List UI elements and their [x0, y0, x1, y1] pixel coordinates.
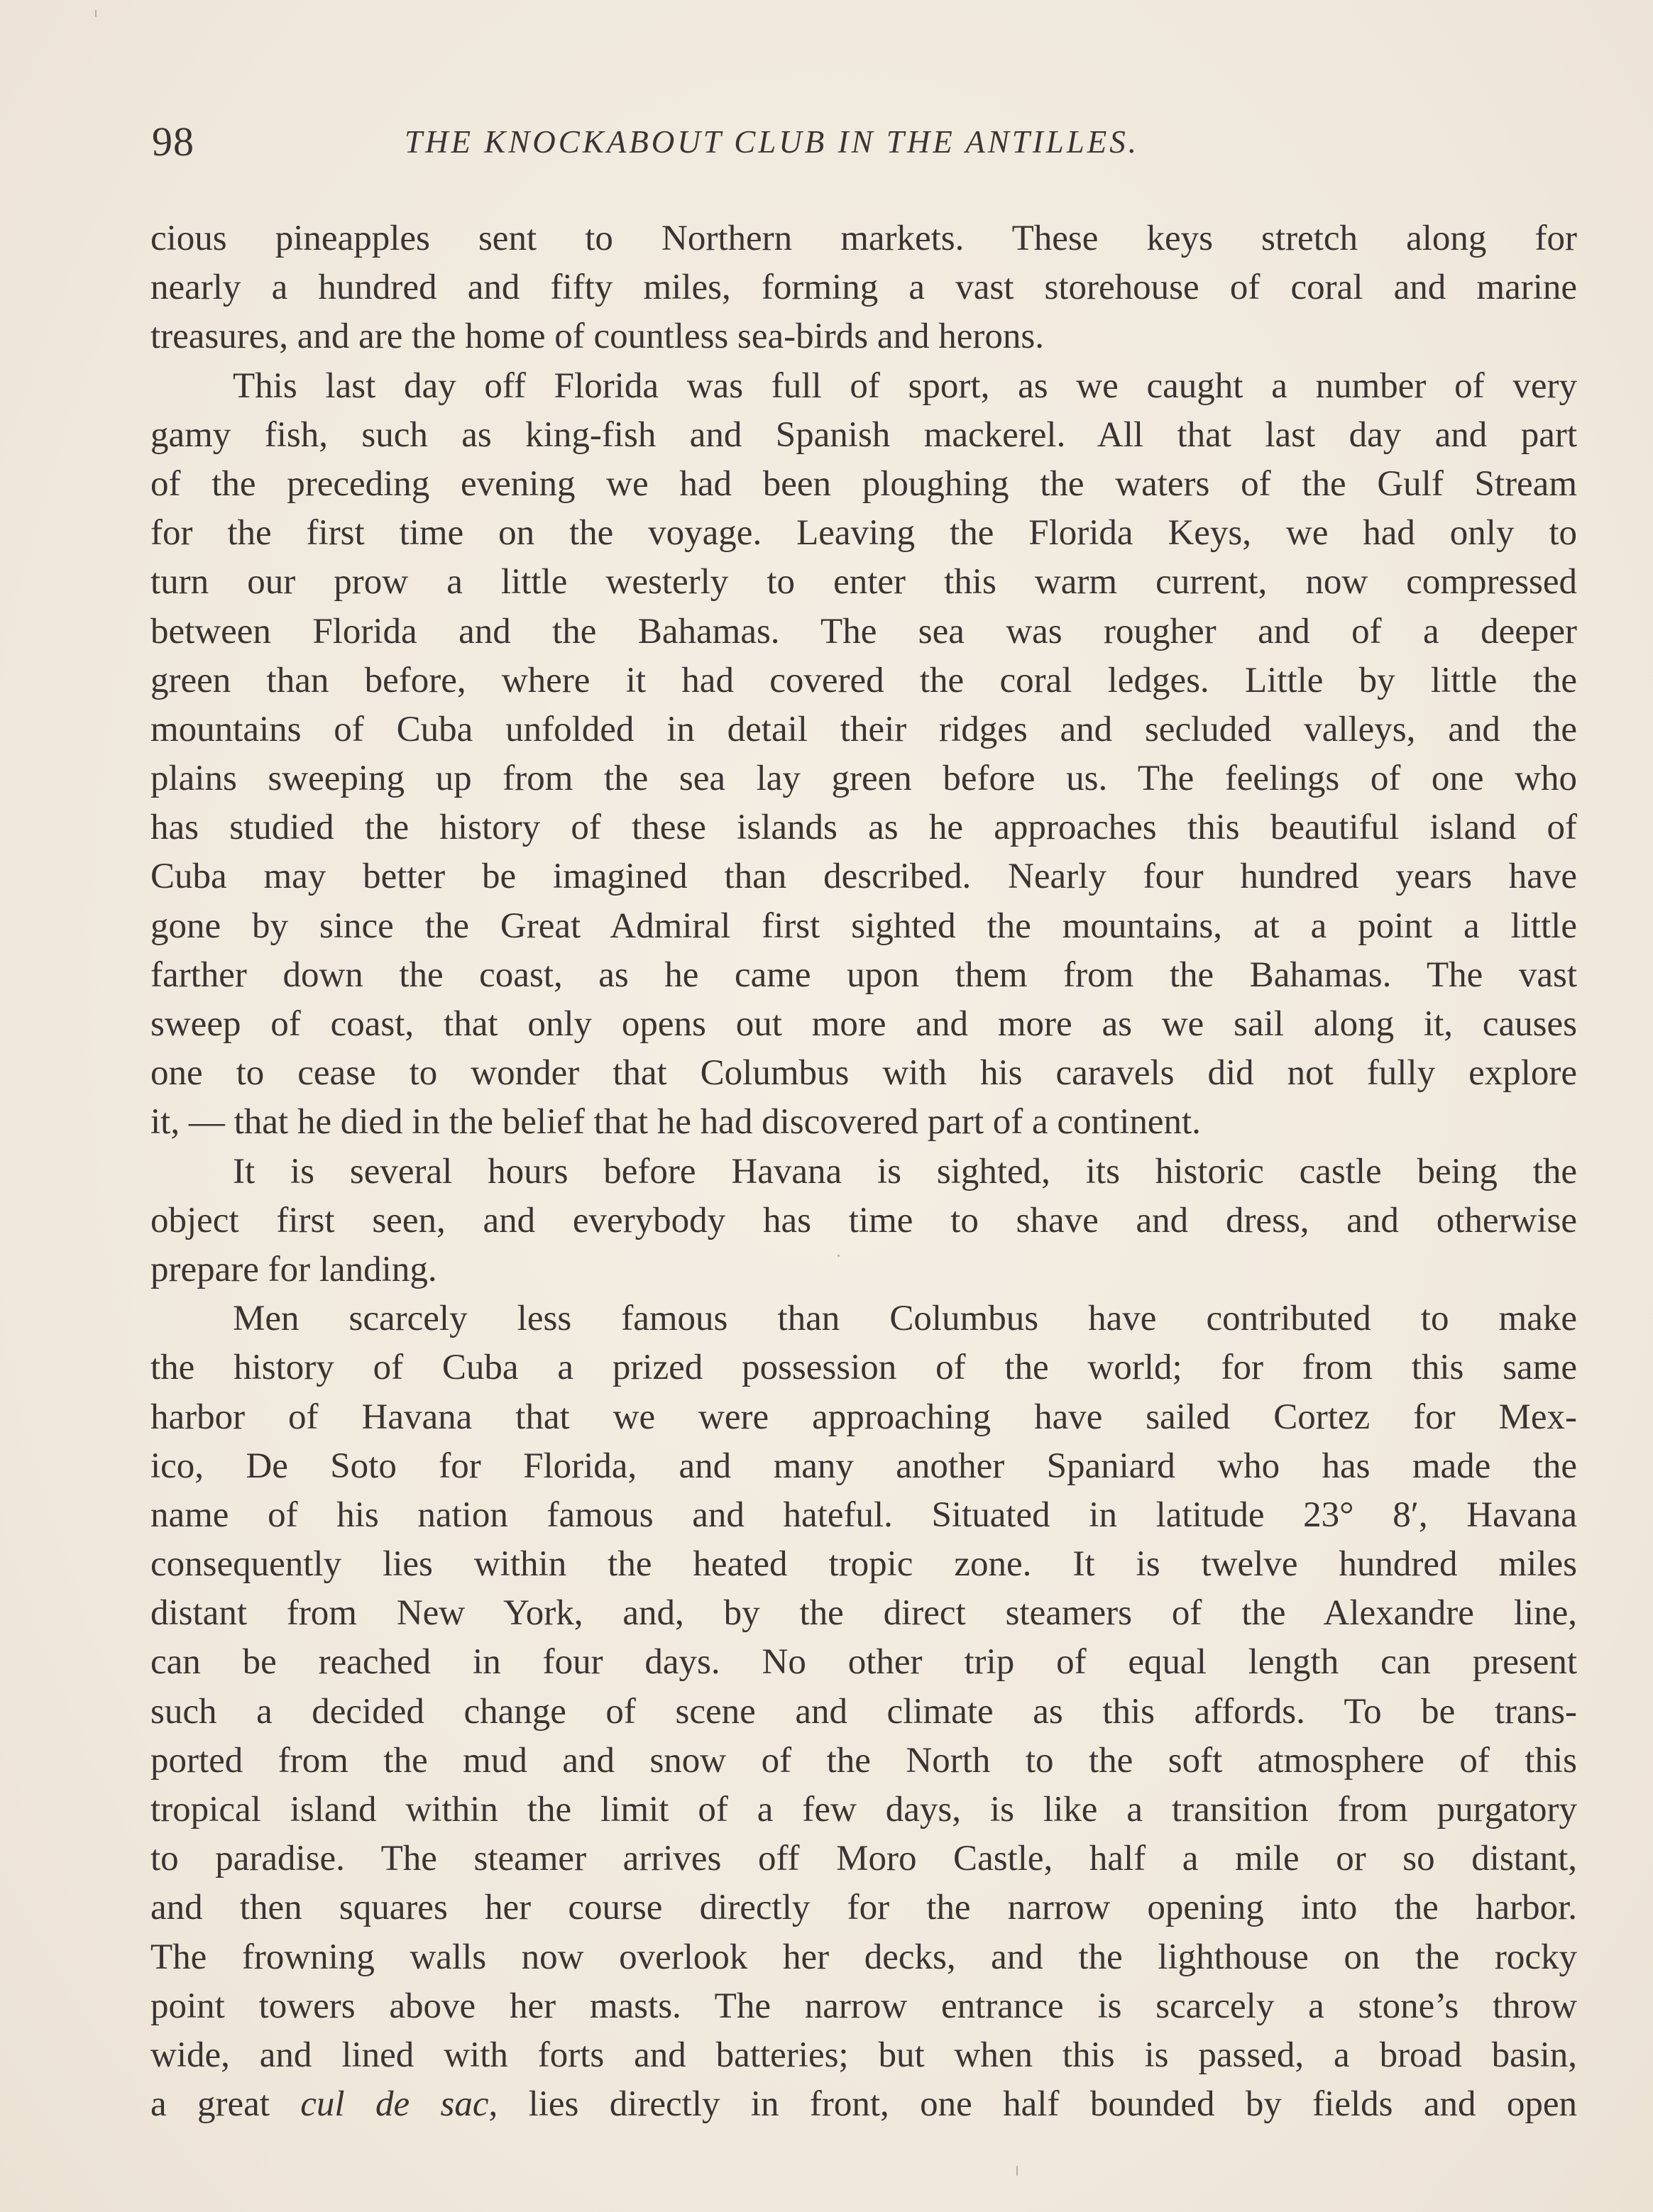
- italic-phrase: cul de sac: [300, 2084, 489, 2125]
- text-line: of the preceding evening we had been ploughing the waters of the Gulf Stream: [150, 463, 1577, 504]
- text-line: the history of Cuba a prized possession of the world; for from this same: [150, 1348, 1577, 1388]
- text-line: nearly a hundred and fifty miles, forming a vast storehouse of coral and marine: [150, 268, 1577, 308]
- text-line: ico, De Soto for Florida, and many another Spaniard who has made the: [150, 1446, 1577, 1486]
- text-line: such a decided change of scene and climate as this affords. To be trans-: [150, 1691, 1577, 1732]
- running-head: [152, 117, 1337, 167]
- page-number: 98: [152, 119, 194, 165]
- text-line: Men scarcely less famous than Columbus have contributed to make: [233, 1299, 1577, 1339]
- text-line: wide, and lined with forts and batteries; but when this is passed, a broad basin,: [150, 2035, 1577, 2075]
- text-line: tropical island within the limit of a few days, is like a transition from purgatory: [150, 1790, 1577, 1829]
- text-line: point towers above her masts. The narrow entrance is scarcely a stone’s throw: [150, 1986, 1577, 2026]
- text-line: consequently lies within the heated tropic zone. It is twelve hundred miles: [150, 1544, 1577, 1585]
- paper-speck: [95, 10, 97, 17]
- text-line: harbor of Havana that we were approaching have sailed Cortez for Mex-: [150, 1397, 1577, 1437]
- text-line: prepare for landing.: [150, 1249, 437, 1289]
- text-line: object first seen, and everybody has time to shave and dress, and otherwise: [150, 1200, 1577, 1240]
- text-line: farther down the coast, as he came upon them from the Bahamas. The vast: [150, 954, 1577, 995]
- text-line: it, — that he died in the belief that he had discovered part of a continent.: [150, 1102, 1201, 1143]
- text-line: to paradise. The steamer arrives off Moro Castle, half a mile or so distant,: [150, 1839, 1577, 1879]
- text-line: Cuba may better be imagined than described. Nearly four hundred years have: [150, 857, 1577, 897]
- text-run: , lies directly in front, one half bounded by fields and open: [488, 2084, 1577, 2125]
- text-line: for the first time on the voyage. Leaving the Florida Keys, we had only to: [150, 513, 1577, 554]
- text-line: ported from the mud and snow of the North to the soft atmosphere of this: [150, 1740, 1577, 1781]
- text-line: one to cease to wonder that Columbus with his caravels did not fully explore: [150, 1053, 1577, 1094]
- text-line: mountains of Cuba unfolded in detail their ridges and secluded valleys, and the: [150, 709, 1577, 749]
- text-line: treasures, and are the home of countless sea-birds and herons.: [150, 317, 1044, 357]
- paper-speck: [1016, 2166, 1018, 2176]
- body-text: [150, 214, 1577, 2129]
- text-line: green than before, where it had covered the coral ledges. Little by little the: [150, 660, 1577, 700]
- paper-speck: [838, 1255, 840, 1257]
- text-line: gone by since the Great Admiral first sighted the mountains, at a point a little: [150, 906, 1577, 946]
- text-line: The frowning walls now overlook her decks, and the lighthouse on the rocky: [150, 1937, 1577, 1977]
- text-line: sweep of coast, that only opens out more and more as we sail along it, causes: [150, 1004, 1577, 1044]
- text-run: a great: [150, 2084, 301, 2125]
- text-line: [150, 2080, 1577, 2129]
- text-line: and then squares her course directly for the narrow opening into the harbor.: [150, 1888, 1577, 1928]
- text-line: can be reached in four days. No other trip of equal length can present: [150, 1642, 1577, 1683]
- running-title: THE KNOCKABOUT CLUB IN THE ANTILLES.: [405, 124, 1140, 160]
- text-line: It is several hours before Havana is sighted, its historic castle being the: [233, 1151, 1577, 1192]
- text-line: gamy fish, such as king-fish and Spanish mackerel. All that last day and part: [150, 414, 1577, 455]
- text-line: cious pineapples sent to Northern markets. These keys stretch along for: [150, 219, 1577, 258]
- text-line: has studied the history of these islands as he approaches this beautiful island of: [150, 808, 1577, 848]
- text-line: This last day off Florida was full of sport, as we caught a number of very: [233, 365, 1577, 406]
- text-line: name of his nation famous and hateful. Situated in latitude 23° 8′, Havana: [150, 1495, 1577, 1535]
- text-line: distant from New York, and, by the direct steamers of the Alexandre line,: [150, 1593, 1577, 1634]
- text-line: between Florida and the Bahamas. The sea was rougher and of a deeper: [150, 611, 1577, 651]
- text-line: plains sweeping up from the sea lay green before us. The feelings of one who: [150, 759, 1577, 799]
- text-line: turn our prow a little westerly to enter this warm current, now compressed: [150, 562, 1577, 602]
